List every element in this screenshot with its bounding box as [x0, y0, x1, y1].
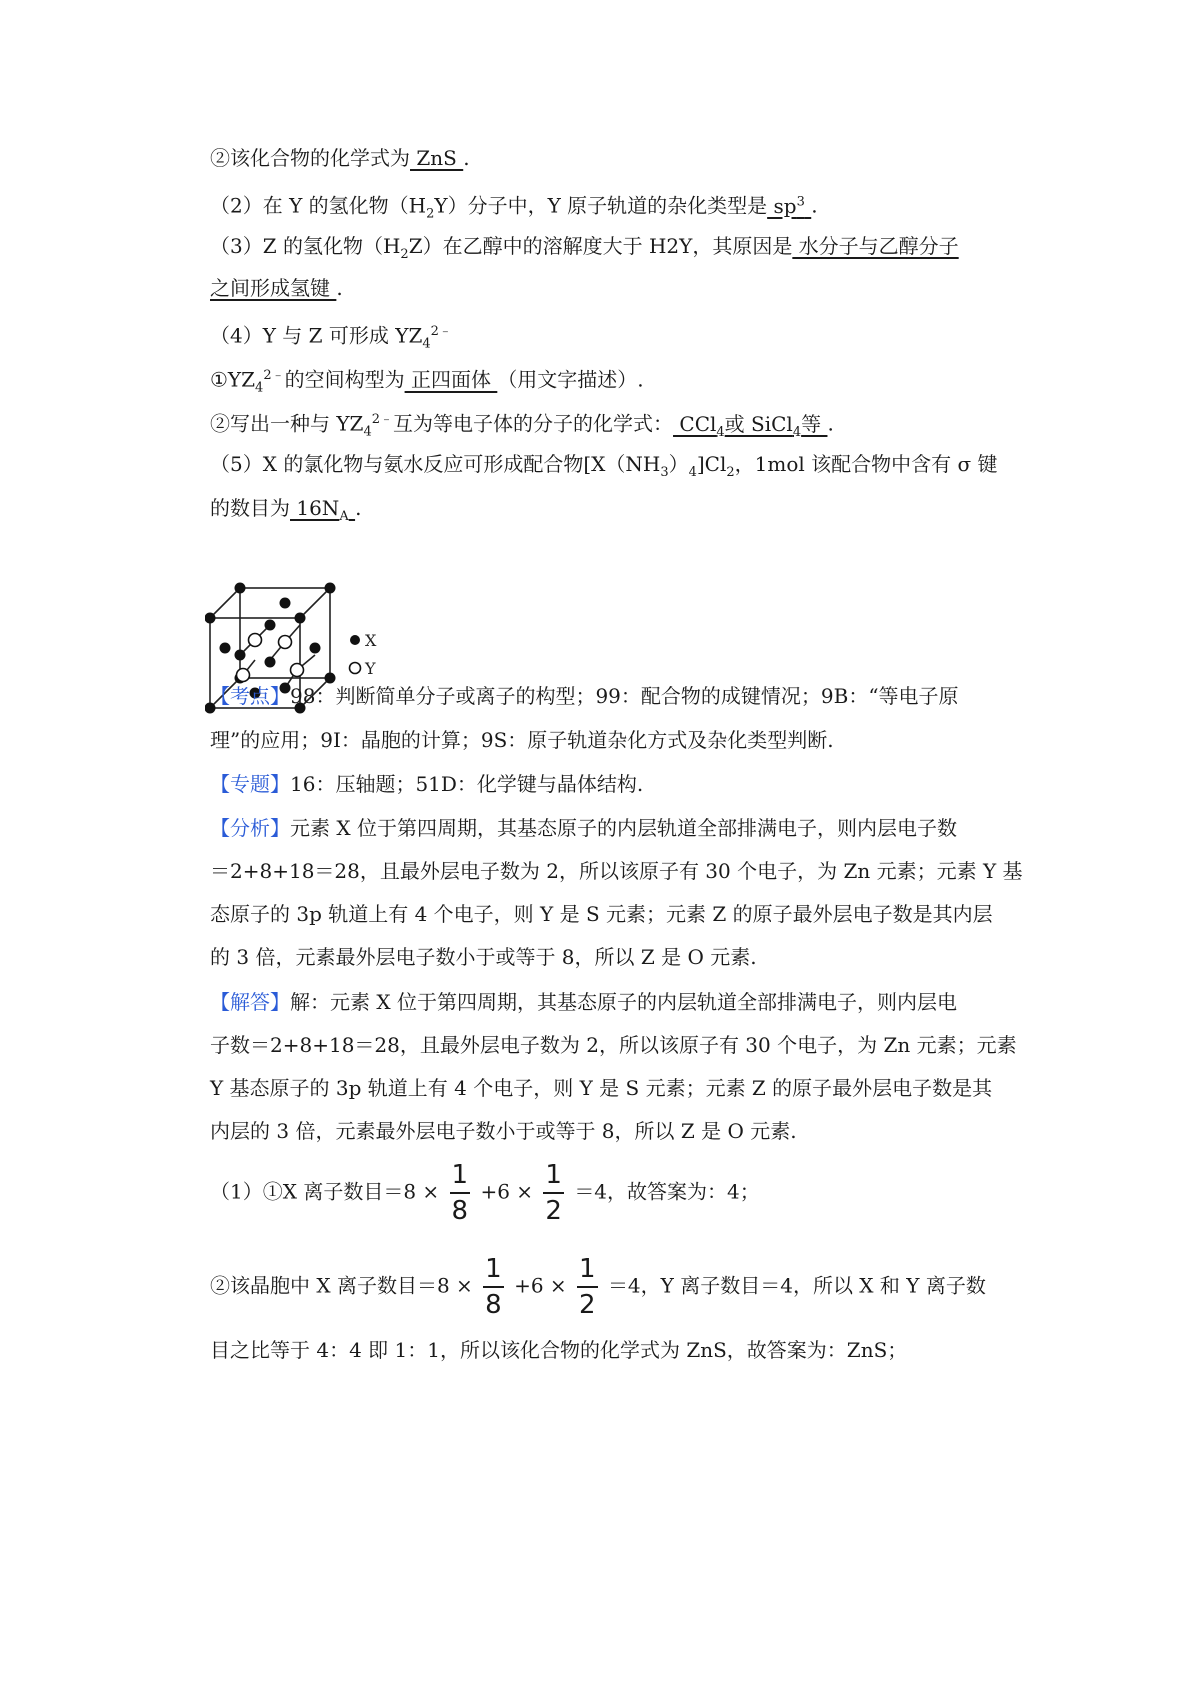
answer-line-formula — [210, 144, 1030, 172]
text: Y）分子中，Y 原子轨道的杂化类型是 — [434, 193, 768, 218]
text: 理”的应用；9I：晶胞的计算；9S：原子轨道杂化方式及杂化类型判断. — [210, 728, 834, 752]
legend-y-marker — [350, 663, 361, 674]
text: ＝2+8+18＝28，且最外层电子数为 2，所以该原子有 30 个电子，为 Zn 元素；元素 Y 基 — [210, 859, 1023, 883]
text: 子数＝2+8+18＝28，且最外层电子数为 2，所以该原子有 30 个电子，为 Zn 元素；元素 — [210, 1033, 1017, 1057]
question-4-1-line — [210, 362, 1030, 403]
text: 的数目为 — [210, 496, 290, 520]
question-5-line-cont — [210, 494, 1030, 531]
fenxi-line-2 — [210, 857, 1030, 885]
text: . — [336, 276, 343, 300]
text: （1）①X 离子数目＝8 × — [210, 1179, 440, 1204]
calc-line-1 — [210, 1158, 760, 1228]
answer-blank: 正四面体 — [404, 367, 498, 392]
calc-line-3 — [210, 1336, 1030, 1364]
text: Y 基态原子的 3p 轨道上有 4 个电子，则 Y 是 S 元素；元素 Z 的原子最外层电子数是其 — [210, 1076, 993, 1100]
text: 解：元素 X 位于第四周期，其基态原子的内层轨道全部排满电子，则内层电 — [290, 990, 957, 1014]
question-3-line — [210, 232, 1030, 269]
jieda-tag: 【解答】 — [210, 990, 290, 1014]
fenxi-line-4 — [210, 943, 1030, 971]
text: ，1mol 该配合物中含有 σ 键 — [734, 452, 998, 476]
zhuanti-tag: 【专题】 — [210, 772, 290, 796]
question-2-line — [210, 188, 1030, 229]
legend-x-marker — [350, 635, 360, 645]
fraction: $\frac{1}{8}$ — [451, 1160, 469, 1226]
legend-x-label: X — [365, 631, 377, 650]
text: 98：判断简单分子或离子的构型；99：配合物的成键情况；9B：“等电子原 — [290, 684, 959, 708]
superscript: 2﹣ — [263, 368, 285, 383]
text: Z）在乙醇中的溶解度大于 H2Y，其原因是 — [408, 234, 793, 258]
fraction: $\frac{1}{2}$ — [545, 1160, 562, 1226]
superscript: 2﹣ — [430, 324, 452, 339]
text: （2）在 Y 的氢化物（H — [210, 193, 427, 218]
subscript: 4 — [255, 380, 264, 396]
text: +6 × — [480, 1179, 534, 1204]
subscript: 4 — [422, 336, 431, 352]
legend-y-label: Y — [365, 659, 376, 678]
zhuanti-line — [210, 770, 1030, 798]
kaodian-line-2 — [210, 726, 1030, 754]
fraction: $\frac{1}{8}$ — [485, 1254, 502, 1320]
fenxi-tag: 【分析】 — [210, 816, 290, 840]
text: . — [463, 146, 470, 170]
kaodian-line-1 — [210, 682, 1030, 710]
question-4-2-line — [210, 406, 1030, 447]
subscript: 3 — [660, 465, 669, 480]
text: 的空间构型为 — [284, 367, 405, 392]
text: ②该晶胞中 X 离子数目＝8 × — [210, 1273, 473, 1298]
text: 的 3 倍，元素最外层电子数小于或等于 8，所以 Z 是 O 元素. — [210, 945, 757, 969]
fraction: $\frac{1}{2}$ — [579, 1254, 596, 1320]
answer-blank: $sp^3$ — [767, 193, 805, 218]
question-3-line-cont — [210, 274, 1030, 302]
subscript: 4 — [363, 424, 372, 440]
text: （用文字描述）. — [497, 367, 644, 392]
text: 内层的 3 倍，元素最外层电子数小于或等于 8，所以 Z 是 O 元素. — [210, 1119, 797, 1143]
question-4-line — [210, 318, 1030, 359]
subscript: 2 — [426, 206, 435, 222]
text: ②写出一种与 YZ — [210, 411, 364, 436]
fenxi-line-1 — [210, 814, 1030, 842]
kaodian-tag: 【考点】 — [210, 684, 290, 708]
answer-blank: 之间形成氢键 — [210, 276, 337, 300]
text: （5）X 的氯化物与氨水反应可形成配合物[X（NH — [210, 452, 661, 476]
text: . — [827, 411, 834, 436]
jieda-line-4 — [210, 1117, 1030, 1145]
jieda-line-2 — [210, 1031, 1030, 1059]
text: ]Cl — [696, 452, 727, 476]
subscript: 2 — [726, 465, 735, 480]
text: . — [811, 193, 818, 218]
text: 元素 X 位于第四周期，其基态原子的内层轨道全部排满电子，则内层电子数 — [290, 816, 957, 840]
jieda-line-1 — [210, 988, 1030, 1016]
text: ＝4，故答案为：4； — [574, 1179, 760, 1204]
answer-blank: $16N_A$ — [290, 496, 349, 524]
text: ＝4，Y 离子数目＝4，所以 X 和 Y 离子数 — [607, 1273, 986, 1298]
text: ②该化合物的化学式为 — [210, 146, 410, 170]
text: ①YZ — [210, 367, 256, 392]
text: 目之比等于 4：4 即 1：1，所以该化合物的化学式为 ZnS，故答案为：ZnS； — [210, 1338, 908, 1362]
fenxi-line-3 — [210, 900, 1030, 928]
question-5-line — [210, 450, 1030, 487]
text: . — [355, 496, 362, 520]
answer-blank: 水分子与乙醇分子 — [792, 234, 959, 258]
text: +6 × — [514, 1273, 567, 1298]
text: （4）Y 与 Z 可形成 YZ — [210, 323, 423, 348]
text: 态原子的 3p 轨道上有 4 个电子，则 Y 是 S 元素；元素 Z 的原子最外层电子数是其内层 — [210, 902, 993, 926]
answer-blank: CCl$_4$或 SiCl$_4$等 — [673, 411, 828, 440]
jieda-line-3 — [210, 1074, 1030, 1102]
subscript: 2 — [400, 247, 409, 262]
text: （3）Z 的氢化物（H — [210, 234, 401, 258]
text: ） — [668, 452, 689, 476]
calc-line-2 — [210, 1252, 986, 1322]
superscript: 2﹣ — [371, 412, 394, 427]
text: 16：压轴题；51D：化学键与晶体结构. — [290, 772, 644, 796]
text: 互为等电子体的分子的化学式： — [393, 411, 674, 436]
subscript: 4 — [688, 465, 697, 480]
answer-blank: ZnS — [410, 146, 464, 170]
